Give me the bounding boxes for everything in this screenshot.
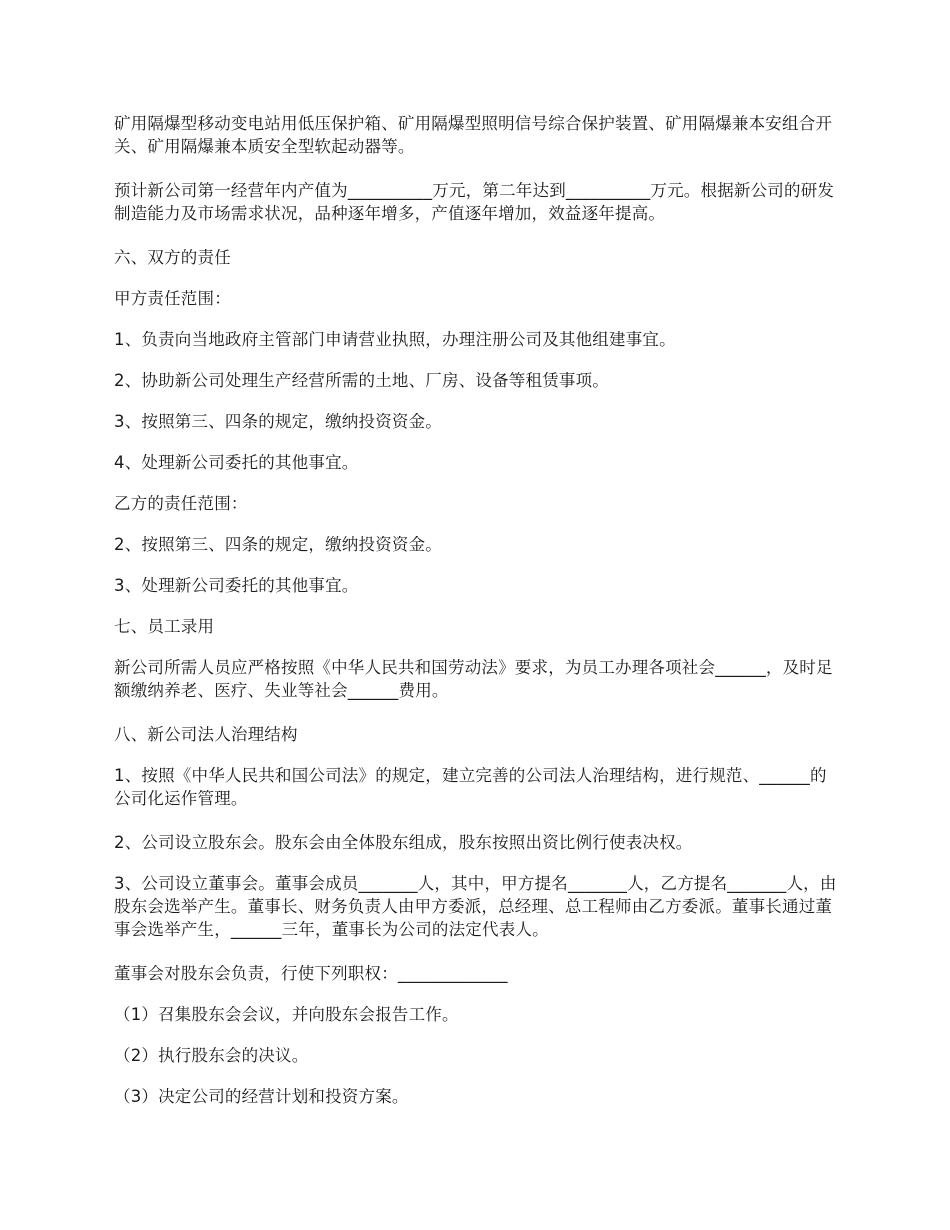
document-body (114, 112, 842, 1126)
paragraph-employment: 新公司所需人员应严格按照《中华人民共和国劳动法》要求，为员工办理各项社会______，及时足额缴纳养老、医疗、失业等社会______费用。 (114, 658, 833, 700)
governance-item-3: 3、公司设立董事会。董事会成员_______人，其中，甲方提名_______人，乙方提名_______人，由股东会选举产生。董事长、财务负责人由甲方委派，总经理、总工程师由乙方委派。董事长通过董事会选举产生，______三年，董事长为公司的法定代表人。 (114, 874, 837, 939)
section-heading-responsibilities: 六、双方的责任 (114, 248, 231, 267)
section-heading-employment: 七、员工录用 (114, 617, 215, 636)
party-b-item-2: 2、按照第三、四条的规定，缴纳投资资金。 (114, 535, 442, 554)
party-b-scope-heading: 乙方的责任范围： (114, 494, 248, 513)
party-a-scope-heading: 甲方责任范围： (114, 289, 231, 308)
party-a-item-1: 1、负责向当地政府主管部门申请营业执照，办理注册公司及其他组建事宜。 (114, 330, 676, 349)
board-power-3: （3）决定公司的经营计划和投资方案。 (114, 1087, 409, 1106)
governance-item-1: 1、按照《中华人民共和国公司法》的规定，建立完善的公司法人治理结构，进行规范、______的公司化运作管理。 (114, 766, 827, 808)
party-b-item-3: 3、处理新公司委托的其他事宜。 (114, 576, 359, 595)
paragraph-products: 矿用隔爆型移动变电站用低压保护箱、矿用隔爆型照明信号综合保护装置、矿用隔爆兼本安组合开关、矿用隔爆兼本质安全型软起动器等。 (114, 114, 833, 156)
governance-item-2: 2、公司设立股东会。股东会由全体股东组成，股东按照出资比例行使表决权。 (114, 833, 693, 852)
section-heading-governance: 八、新公司法人治理结构 (114, 725, 298, 744)
board-power-1: （1）召集股东会会议，并向股东会报告工作。 (114, 1005, 459, 1024)
party-a-item-2: 2、协助新公司处理生产经营所需的土地、厂房、设备等租赁事项。 (114, 371, 609, 390)
board-powers-heading: 董事会对股东会负责，行使下列职权：_____________ (114, 964, 508, 983)
paragraph-output-forecast: 预计新公司第一经营年内产值为__________万元，第二年达到__________万元。根据新公司的研发制造能力及市场需求状况，品种逐年增多，产值逐年增加，效益逐年提高。 (114, 181, 835, 223)
board-power-2: （2）执行股东会的决议。 (114, 1046, 309, 1065)
party-a-item-4: 4、处理新公司委托的其他事宜。 (114, 453, 359, 472)
party-a-item-3: 3、按照第三、四条的规定，缴纳投资资金。 (114, 412, 442, 431)
